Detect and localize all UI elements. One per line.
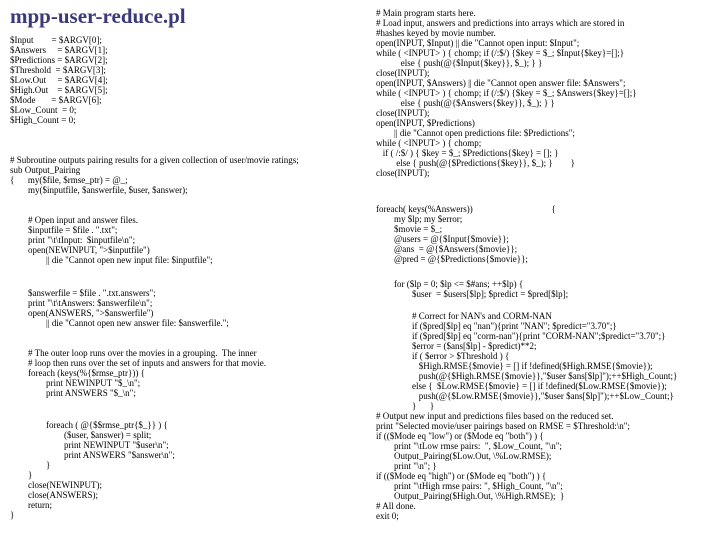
error-threshold-output-block: # Correct for NAN's and CORM-NAN if ($pred[$lp] eq "nan"){print "NAN"; $predict="3.70";} if ($pred[$lp] eq "corm-nan"){print "CORM-NAN";$predict="3.70";} $error = ($ans[$lp] - $predict)**2; if ( $error > $Threshold ) { $High.RMSE{$movie} = [] if !defined($High.RMSE{$movie}); push(@{$High.RMSE{$movie}},"$user $ans[$lp]");++$High_Count;} else { $Low.RMSE{$movie} = [] if !defined($Low.RMSE{$movie}); push(@{$Low.RMSE{$movie}},"$user $ans[$lp]");++$Low_Count;} } } # Output new input and predictions files based on the reduced set. print "Selected movie/user pairings based on RMSE = $Threshold:\n"; if (($Mode eq "low") or ($Mode eq "both") ) { print "\tLow rmse pairs: ", $Low_Count, "\n"; Output_Pairing($Low.Out, \%Low.RMSE); print "\n"; } if (($Mode eq "high") or ($Mode eq "both") ) { print "\tHigh rmse pairs: ", $High_Count, "\n"; Output_Pairing($High.Out, \%High.RMSE); } # All done. exit 0; — [376, 311, 678, 521]
for-answers-loop-block: for ($lp = 0; $lp <= $#ans; ++$lp) { $user = $users[$lp]; $predict = $pred[$lp]; — [394, 279, 569, 299]
subroutine-header-block: # Subroutine outputs pairing results for a given collection of user/movie ratings; sub Output_Pairing { my($file, $rmse_ptr) = @_; my($inputfile, $answerfile, $user, $answer); — [10, 155, 299, 195]
right-code-column — [376, 0, 716, 540]
load-data-block: # Main program starts here. # Load input, answers and predictions into arrays which are stored in #hashes keyed by movie number. open(INPUT, $Input) || die "Cannot open input: $Input"; while ( <INPUT> ) { chomp; if (/:$/) {$key = $_; $Input{$key}=[];} else { push(@{$Input{$key}}, $_); } } close(INPUT); open(INPUT, $Answers) || die "Cannot open answer file: $Answers"; while ( <INPUT> ) { chomp; if (/:$/) {$key = $_; $Answers{$key}=[];} else { push(@{$Answers{$key}}, $_); } } close(INPUT); open(INPUT, $Predictions) || die "Cannot open predictions file: $Predictions"; while ( <INPUT> ) { chomp; if ( /:$/ ) { $key = $_; $Predictions{$key} = []; } else { push(@{$Predictions{$key}}, $_); } } close(INPUT); — [376, 8, 637, 178]
page-title: mpp-user-reduce.pl — [10, 4, 186, 28]
left-code-column — [10, 0, 365, 540]
outer-loop-block: # The outer loop runs over the movies in a grouping. The inner # loop then runs over the set of inputs and answers for that movie. foreach (keys(%{$rmse_ptr})) { print NEWINPUT "$_\n"; print ANSWERS "$_\n"; — [28, 348, 266, 398]
open-answer-file-block: $answerfile = $file . ".txt.answers"; print "\t\tAnswers: $answerfile\n"; open(ANSWERS, ">$answerfile") || die "Cannot open new answer file: $answerfile."; — [28, 288, 229, 328]
open-input-file-block: # Open input and answer files. $inputfile = $file . ".txt"; print "\t\tInput: $inputfile\n"; open(NEWINPUT, ">$inputfile") || die "Cannot open new input file: $inputfile"; — [28, 215, 213, 265]
variable-assignments-block: $Input = $ARGV[0]; $Answers = $ARGV[1]; $Predictions = $ARGV[2]; $Threshold = $ARGV[3]; $Low.Out = $ARGV[4]; $High.Out = $ARGV[5]; $Mode = $ARGV[6]; $Low_Count = 0; $High_Count = 0; — [10, 35, 108, 125]
foreach-movie-block: foreach( keys(%Answers)) { my $lp; my $error; $movie = $_; @users = @{$Input{$movie}}; @ans = @{$Answers{$movie}}; @pred = @{$Predictions{$movie}}; — [376, 204, 556, 264]
inner-loop-block: foreach ( @{$$rmse_ptr{$_}} ) { ($user, $answer) = split; print NEWINPUT "$user\n"; print ANSWERS "$answer\n"; } } close(NEWINPUT); close(ANSWERS); return; } — [10, 420, 175, 520]
